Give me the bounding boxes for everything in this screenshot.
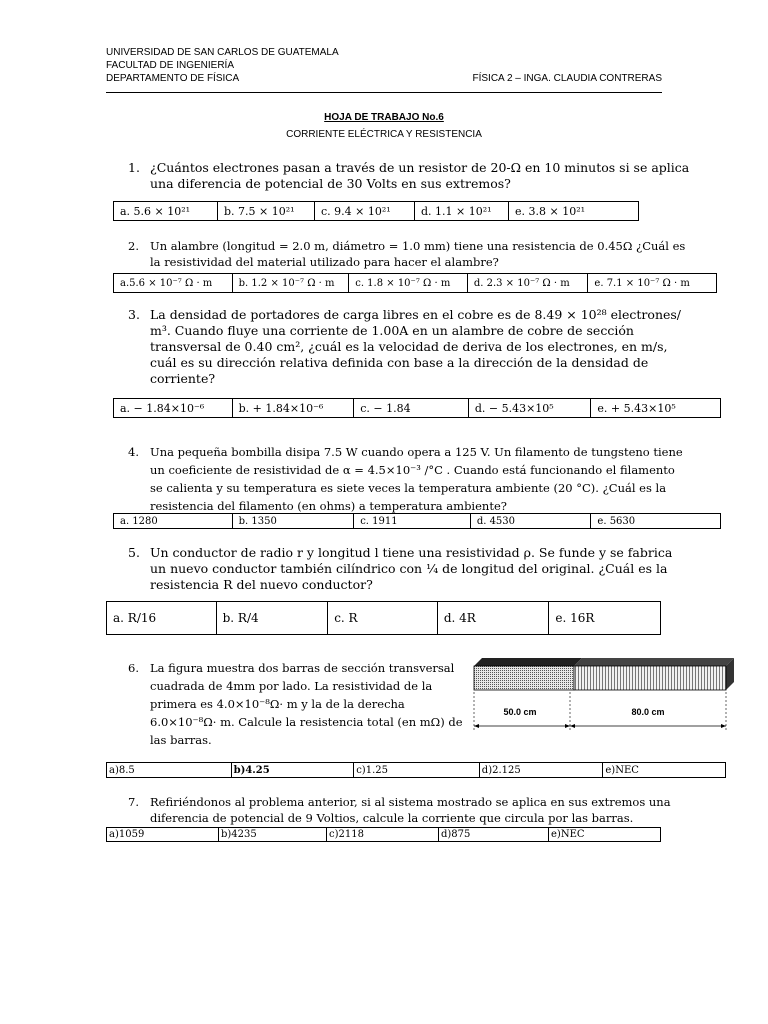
question-text-line: primera es 4.0×10⁻⁸Ω· m y la de la derecha — [150, 697, 405, 711]
option-c[interactable]: c. 1911 — [354, 514, 471, 528]
question-text-line: Refiriéndonos al problema anterior, si al sistema mostrado se aplica en sus extremos una — [150, 795, 671, 809]
option-c[interactable]: c. 1.8 × 10⁻⁷ Ω · m — [349, 274, 468, 292]
question-text-line: corriente? — [150, 371, 216, 386]
option-a[interactable]: a. − 1.84×10⁻⁶ — [114, 399, 233, 417]
question-text-line: La densidad de portadores de carga libres en el cobre es de 8.49 × 10²⁸ electrones/ — [150, 307, 682, 322]
option-b[interactable]: b. 1350 — [233, 514, 355, 528]
question-text-line: una diferencia de potencial de 30 Volts en sus extremos? — [150, 176, 511, 191]
question-text-line: cuadrada de 4mm por lado. La resistividad de la — [150, 679, 433, 693]
question-text-line: transversal de 0.40 cm², ¿cuál es la velocidad de deriva de los electrones, en m/s, — [150, 339, 668, 354]
option-e[interactable]: e. 5630 — [597, 515, 636, 527]
option-d[interactable]: d. 1.1 × 10²¹ — [415, 202, 509, 220]
option-e[interactable]: e. + 5.43×10⁵ — [597, 401, 676, 415]
options-row-3 — [113, 398, 721, 418]
question-text-line: la resistividad del material utilizado para hacer el alambre? — [150, 255, 499, 269]
option-e[interactable]: e)NEC — [605, 764, 639, 776]
option-e[interactable]: e. 16R — [555, 611, 595, 625]
option-c[interactable]: c. − 1.84 — [354, 399, 469, 417]
option-e[interactable]: e. 7.1 × 10⁻⁷ Ω · m — [594, 277, 690, 289]
question-number: 7. — [128, 795, 139, 809]
option-e[interactable]: e. 3.8 × 10²¹ — [515, 204, 586, 218]
option-b[interactable]: b. + 1.84×10⁻⁶ — [233, 399, 355, 417]
option-c[interactable]: c. 9.4 × 10²¹ — [315, 202, 415, 220]
option-a[interactable]: a)1059 — [107, 828, 219, 841]
left-bar — [474, 666, 574, 690]
bars-figure — [470, 656, 738, 738]
question-text-line: resistencia del filamento (en ohms) a temperatura ambiente? — [150, 499, 507, 513]
options-row-5 — [106, 601, 661, 635]
options-row-2 — [113, 273, 717, 293]
options-row-6 — [106, 762, 726, 778]
option-a[interactable]: a. 5.6 × 10²¹ — [114, 202, 218, 220]
question-number: 4. — [128, 445, 139, 459]
option-a[interactable]: a.5.6 × 10⁻⁷ Ω · m — [114, 274, 233, 292]
option-b[interactable]: b. R/4 — [217, 602, 329, 634]
option-d[interactable]: d. 2.3 × 10⁻⁷ Ω · m — [468, 274, 589, 292]
course-name: FÍSICA 2 – INGA. CLAUDIA CONTRERAS — [472, 73, 662, 84]
options-row-1 — [113, 201, 639, 221]
question-text-line: un coeficiente de resistividad de α = 4.5×10⁻³ /°C . Cuando está funcionando el filamento — [150, 463, 675, 477]
option-a[interactable]: a. 1280 — [114, 514, 233, 528]
right-bar — [574, 666, 726, 690]
option-d[interactable]: d. 4R — [438, 602, 550, 634]
question-number: 1. — [128, 160, 140, 175]
worksheet-title: HOJA DE TRABAJO No.6 — [324, 112, 444, 123]
option-d[interactable]: d)875 — [439, 828, 549, 841]
option-d[interactable]: d)2.125 — [480, 763, 604, 777]
question-text-line: un nuevo conductor también cilíndrico con ¼ de longitud del original. ¿Cuál es la — [150, 561, 668, 576]
question-text-line: se calienta y su temperatura es siete veces la temperatura ambiente (20 °C). ¿Cuál es la — [150, 481, 667, 495]
worksheet-subtitle: CORRIENTE ELÉCTRICA Y RESISTENCIA — [286, 129, 482, 140]
options-row-4 — [113, 513, 721, 529]
header-divider — [106, 92, 662, 93]
question-text-line: La figura muestra dos barras de sección transversal — [150, 661, 455, 675]
option-a[interactable]: a. R/16 — [107, 602, 217, 634]
option-b[interactable]: b. 1.2 × 10⁻⁷ Ω · m — [233, 274, 350, 292]
question-text-line: diferencia de potencial de 9 Voltios, calcule la corriente que circula por las barras. — [150, 811, 634, 825]
option-b[interactable]: b. 7.5 × 10²¹ — [218, 202, 315, 220]
right-length-label: 80.0 cm — [631, 707, 665, 717]
question-text-line: ¿Cuántos electrones pasan a través de un resistor de 20-Ω en 10 minutos si se aplica — [150, 160, 690, 175]
option-b[interactable]: b)4235 — [219, 828, 327, 841]
right-bar-top — [574, 658, 734, 666]
question-text-line: Un conductor de radio r y longitud l tiene una resistividad ρ. Se funde y se fabrica — [150, 545, 673, 560]
option-c[interactable]: c)1.25 — [354, 763, 480, 777]
left-bar-top — [474, 658, 582, 666]
question-number: 3. — [128, 307, 140, 322]
department-name: DEPARTAMENTO DE FÍSICA — [106, 73, 240, 84]
left-length-label: 50.0 cm — [503, 707, 537, 717]
option-c[interactable]: c)2118 — [327, 828, 439, 841]
option-b[interactable]: b)4.25 — [232, 763, 355, 777]
question-text-line: resistencia R del nuevo conductor? — [150, 577, 373, 592]
option-d[interactable]: d. 4530 — [471, 514, 592, 528]
department-line — [106, 72, 662, 85]
question-text-line: Una pequeña bombilla disipa 7.5 W cuando opera a 125 V. Un filamento de tungsteno tiene — [150, 445, 683, 459]
document-header — [106, 46, 662, 85]
option-a[interactable]: a)8.5 — [107, 763, 232, 777]
option-c[interactable]: c. R — [328, 602, 438, 634]
question-text-line: Un alambre (longitud = 2.0 m, diámetro = 1.0 mm) tiene una resistencia de 0.45Ω ¿Cuál es — [150, 239, 686, 253]
question-number: 5. — [128, 545, 140, 560]
question-number: 6. — [128, 661, 139, 675]
question-text-line: m³. Cuando fluye una corriente de 1.00A en un alambre de cobre de sección — [150, 323, 634, 338]
question-number: 2. — [128, 239, 139, 253]
options-row-7 — [106, 827, 661, 842]
option-d[interactable]: d. − 5.43×10⁵ — [469, 399, 592, 417]
faculty-name: FACULTAD DE INGENIERÍA — [106, 60, 234, 71]
question-text-line: cuál es su dirección relativa definida con base a la dirección de la densidad de — [150, 355, 649, 370]
option-e[interactable]: e)NEC — [551, 829, 585, 840]
question-text-line: 6.0×10⁻⁸Ω· m. Calcule la resistencia total (en mΩ) de — [150, 715, 463, 729]
university-name: UNIVERSIDAD DE SAN CARLOS DE GUATEMALA — [106, 47, 339, 58]
question-text-line: las barras. — [150, 733, 212, 747]
